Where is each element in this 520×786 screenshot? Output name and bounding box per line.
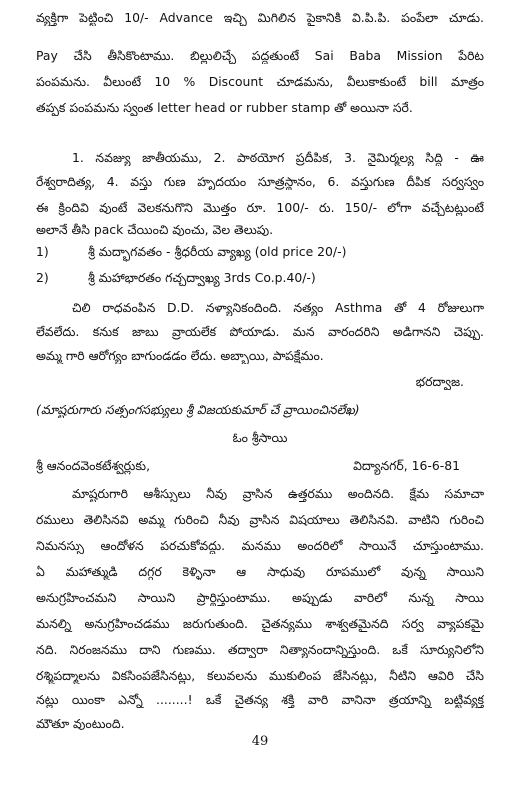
para4-line: మనల్ని అనుగ్రహించడము జరుగుతుంది. చైతన్యము శాశ్వతమైనది సర్వ వ్యాపకమై: [36, 616, 484, 631]
page-number: 49: [251, 734, 269, 749]
para1-line: వ్యక్తిగా పెట్టించి 10/- Advance ఇచ్చి మిగిలిన పైకానికి వి.పి.పి. పంపేలా చూడు.: [36, 10, 484, 25]
para4-line: రములు తెలిసినవి అమ్మ గురించి నీవు వ్రాసిన విషయాలు తెలిసినవి. వాటిని గురించి: [36, 512, 484, 527]
letter-note: (మాష్టరుగారు సత్సంగసభ్యులు శ్రీ విజయకుమార్ చే వ్రాయించినలేఖ): [36, 402, 360, 417]
para4-line: ఏ మహాత్ముడి దగ్గర కెళ్ళినా ఆ సాధువు రూపములో వున్న సాయిని: [36, 564, 484, 579]
place-date: విద్యానగర్, 16-6-81: [353, 458, 460, 473]
para4-line: నట్లు యింకా ఎన్నో ........! ఒకే చైతన్య శక్తి వారి వానినా త్రయాన్ని బట్టివ్యక్త: [36, 692, 484, 707]
para4-line: నిమనస్సు ఆందోళన పరచుకోవద్దు. మనము అందరిలో సాయినే చూస్తుంటాము.: [36, 538, 484, 553]
para1-line: Pay చేసి తీసికొంటాము. బిల్లులిచ్చే పద్ధతుంటే Sai Baba Mission పేరిట: [36, 48, 484, 63]
list-item-text: శ్రీ మద్భాగవతం - శ్రీధరీయ వ్యాఖ్య (old price 20/-): [88, 244, 347, 259]
para2-line: అలానే తీసి pack చేయించి వుంచు, వెల తెలుపు.: [36, 222, 274, 237]
para3-line: లేవలేదు. కనుక జాబు వ్రాయలేక పోయాడు. మన వారందరిని అడిగానని చెప్పు.: [36, 324, 484, 339]
list-item-number: 2): [36, 270, 49, 285]
para4-line: రశ్మిపద్మాలను వికసింపజేసినట్లు, కలువలను ముకులింప జేసినట్లు, నీటిని ఆవిరి చేసి: [36, 668, 484, 683]
signature: భరద్వాజ.: [415, 374, 464, 389]
para4-line: మాష్టరుగారి ఆశీస్సులు నీవు వ్రాసిన ఉత్తరము అందినది. క్షేమ సమాచా: [72, 486, 484, 501]
para3-line: అమ్మ గారి ఆరోగ్యం బాగుండడం లేదు. అబ్బాయి, పాపక్షేమం.: [36, 348, 324, 363]
para4-line: నది. నిరంజనము దాని గుణము. తద్వారా నిత్యానందాన్నిస్తుంది. ఒకే సూర్యునిలోని: [36, 642, 484, 657]
invocation-heading: ఓం శ్రీసాయి: [232, 430, 288, 445]
list-item-text: శ్రీ మహాభారతం గచ్చద్వాఖ్య 3rds Co.p.40/-): [88, 270, 316, 285]
para4-line: మౌతూ వుంటుంది.: [36, 716, 125, 731]
para1-line: తప్పక పంపమను స్వంత letter head or rubber stamp తో అయినా సరే.: [36, 100, 413, 115]
para2-line: 1. నవజ్యు జాతీయము, 2. పాఠయోగ ప్రదీపిక, 3. నైమిర్మల్య సిద్ధి - ఊ: [72, 150, 484, 165]
para2-line: రేశ్వరాదిత్య, 4. వస్తు గుణ హృదయం సూత్రస్థానం, 6. వస్తుగుణ దీపిక సర్వస్వం: [36, 174, 484, 189]
para2-line: ఈ క్రిందివి వుంటే వెలకనుగొని మొత్తం రూ. 100/- రు. 150/- లోగా వచ్చేటట్లుంటే: [36, 200, 484, 215]
para1-line: పంపమను. వీలుంటే 10 % Discount చూడమను, వీలుకాకుంటే bill మాత్రం: [36, 74, 484, 89]
salutation: శ్రీ ఆనందవెంకటేశ్వర్లుకు,: [36, 458, 151, 473]
para4-line: అనుగ్రహించమని సాయిని ప్రార్థిస్తుంటాము. అప్పుడు వారిలో నున్న సాయి: [36, 590, 484, 605]
para3-line: చిలి రాధవంపిన D.D. నళ్యానికందింది. నత్యం Asthma తో 4 రోజులుగా: [72, 300, 484, 315]
list-item-number: 1): [36, 244, 49, 259]
